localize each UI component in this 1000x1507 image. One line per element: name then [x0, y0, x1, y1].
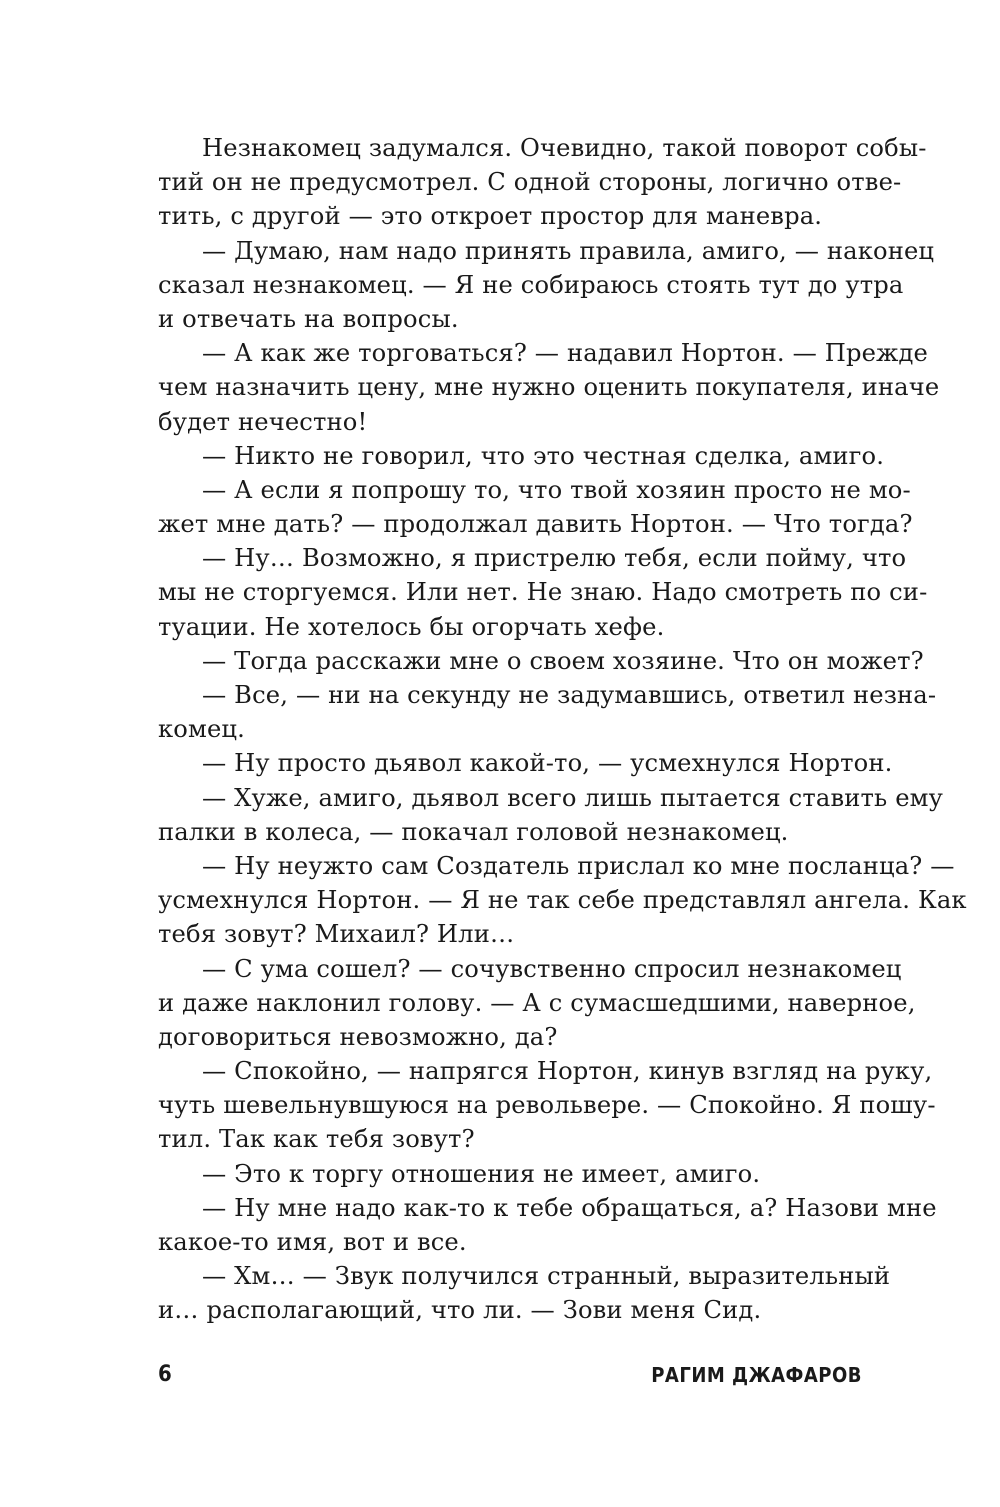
- text-line: — С ума сошел? — сочувственно спросил незнакомец: [202, 954, 902, 983]
- text-line: палки в колеса, — покачал головой незнакомец.: [158, 817, 789, 846]
- running-head-author: РАГИМ ДЖАФАРОВ: [651, 1363, 862, 1387]
- text-line: жет мне дать? — продолжал давить Нортон. — Что тогда?: [158, 510, 913, 539]
- text-line: туации. Не хотелось бы огорчать хефе.: [158, 612, 665, 641]
- page-number: 6: [158, 1362, 172, 1387]
- text-line: договориться невозможно, да?: [158, 1022, 558, 1051]
- text-line: будет нечестно!: [158, 407, 368, 436]
- text-line: тебя зовут? Михаил? Или…: [158, 920, 515, 949]
- text-line: усмехнулся Нортон. — Я не так себе представлял ангела. Как: [158, 886, 967, 915]
- text-line: и отвечать на вопросы.: [158, 304, 459, 333]
- text-line: — Спокойно, — напрягся Нортон, кинув взгляд на руку,: [202, 1057, 933, 1086]
- text-line: — А как же торговаться? — надавил Нортон. — Прежде: [202, 339, 929, 368]
- text-line: сказал незнакомец. — Я не собираюсь стоять тут до утра: [158, 270, 904, 299]
- text-line: — Ну мне надо как-то к тебе обращаться, а? Назови мне: [202, 1193, 937, 1222]
- text-line: тить, с другой — это откроет простор для маневра.: [158, 202, 823, 231]
- text-line: — Тогда расскажи мне о своем хозяине. Что он может?: [202, 646, 924, 675]
- text-line: какое-то имя, вот и все.: [158, 1228, 467, 1256]
- text-line: мы не сторгуемся. Или нет. Не знаю. Надо смотреть по си-: [158, 578, 928, 607]
- page-footer: [158, 1360, 862, 1390]
- text-line: — Ну неужто сам Создатель прислал ко мне посланца? —: [202, 851, 955, 880]
- text-line: — Все, — ни на секунду не задумавшись, ответил незна-: [202, 681, 937, 709]
- text-line: — Это к торгу отношения не имеет, амиго.: [202, 1159, 761, 1188]
- text-line: — Думаю, нам надо принять правила, амиго, — наконец: [202, 236, 935, 265]
- text-line: — Ну… Возможно, я пристрелю тебя, если пойму, что: [202, 544, 907, 573]
- text-line: — Никто не говорил, что это честная сделка, амиго.: [202, 441, 885, 470]
- text-line: — А если я попрошу то, что твой хозяин просто не мо-: [202, 475, 911, 504]
- text-line: — Хуже, амиго, дьявол всего лишь пытается ставить ему: [202, 783, 944, 812]
- text-line: — Ну просто дьявол какой-то, — усмехнулся Нортон.: [202, 749, 893, 778]
- text-line: Незнакомец задумался. Очевидно, такой поворот собы-: [202, 134, 927, 162]
- text-line: и даже наклонил голову. — А с сумасшедшими, наверное,: [158, 988, 916, 1017]
- text-line: комец.: [158, 715, 245, 744]
- text-line: тил. Так как тебя зовут?: [158, 1125, 475, 1154]
- body-text: [158, 131, 967, 1328]
- text-line: чем назначить цену, мне нужно оценить покупателя, иначе: [158, 373, 940, 402]
- text-line: — Хм… — Звук получился странный, выразительный: [202, 1262, 891, 1291]
- text-line: тий он не предусмотрел. С одной стороны, логично отве-: [158, 168, 902, 197]
- text-line: и… располагающий, что ли. — Зови меня Сид.: [158, 1296, 762, 1325]
- text-line: чуть шевельнувшуюся на револьвере. — Спокойно. Я пошу-: [158, 1091, 936, 1120]
